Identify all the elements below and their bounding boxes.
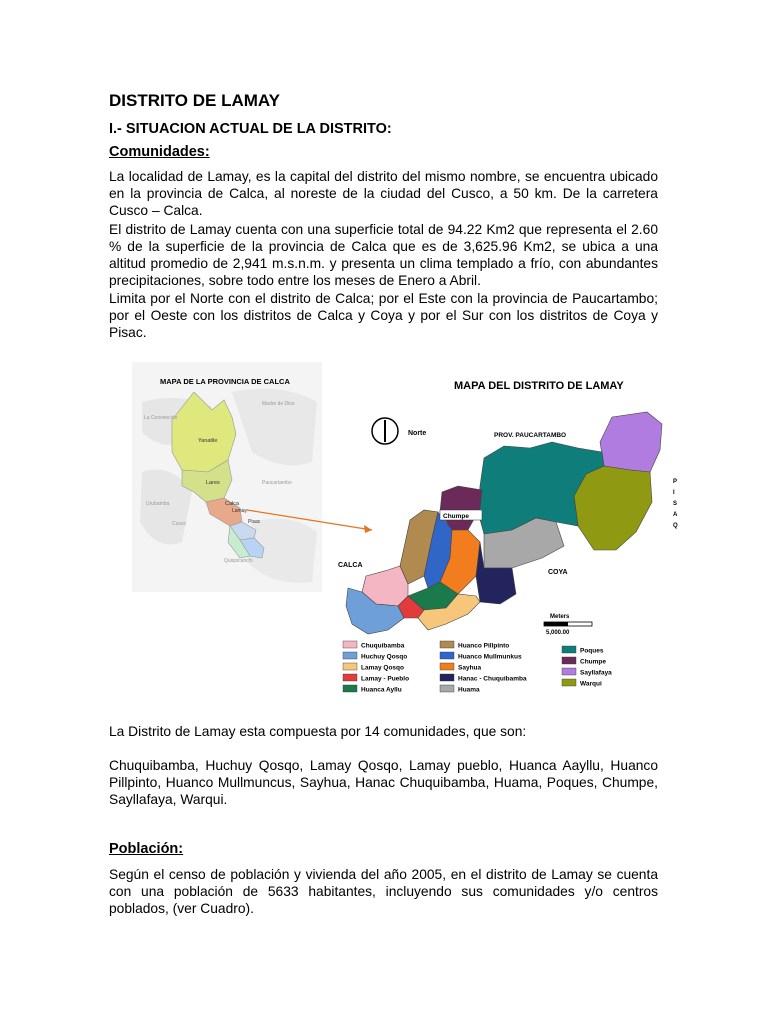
legend-label-huanco-pillpinto: Huanco Pillpinto bbox=[458, 642, 510, 650]
legend-label-sayllafaya: Sayllafaya bbox=[580, 669, 612, 677]
legend-swatch-huanco-pillpinto bbox=[440, 641, 454, 648]
section-heading: I.- SITUACION ACTUAL DE LA DISTRITO: bbox=[109, 121, 392, 137]
page-title: DISTRITO DE LAMAY bbox=[109, 91, 280, 110]
legend bbox=[343, 641, 612, 694]
label-lares: Lares bbox=[206, 480, 220, 486]
legend-label-huanca-ayllu: Huanca Ayllu bbox=[361, 686, 402, 694]
north-label: Norte bbox=[408, 430, 427, 437]
paragraph-location: La localidad de Lamay, es la capital del distrito del mismo nombre, se encuentra ubicado en la provincia de Calca, al noreste de la ciudad del Cusco, a 50 km. De la carretera Cusco – Calca. bbox=[109, 169, 658, 218]
legend-swatch-sayhua bbox=[440, 663, 454, 670]
label-urubamba: Urubamba bbox=[146, 501, 170, 507]
district-map-title: MAPA DEL DISTRITO DE LAMAY bbox=[454, 380, 624, 392]
province-map-title: MAPA DE LA PROVINCIA DE CALCA bbox=[160, 377, 290, 386]
coya-label: COYA bbox=[548, 569, 568, 576]
paragraph-surface: El distrito de Lamay cuenta con una superficie total de 94.22 Km2 que representa el 2.60 % de la superficie de la provincia de Calca que es de 3,625.96 Km2, se ubica a una altitud promedio de 2,941 m.s.n.m. y presenta un clima templado a frío, con abundantes precipitaciones, sobre todo entre los meses de Enero a Abril. bbox=[109, 222, 658, 288]
label-lamay: Lamay bbox=[232, 508, 248, 514]
legend-swatch-chumpe bbox=[562, 657, 576, 664]
label-quispicanchi: Quispicanchi bbox=[224, 558, 253, 564]
legend-swatch-warqui bbox=[562, 679, 576, 686]
region-sayllafaya bbox=[600, 412, 662, 472]
legend-swatch-hanac-chuquibamba bbox=[440, 674, 454, 681]
scale-unit: Meters bbox=[550, 614, 570, 620]
legend-swatch-sayllafaya bbox=[562, 668, 576, 675]
legend-swatch-poques bbox=[562, 646, 576, 653]
communities-list: Chuquibamba, Huchuy Qosqo, Lamay Qosqo, Lamay pueblo, Huanca Aayllu, Huanco Pillpinto, Huanco Mullmuncus, Sayhua, Hanac Chuquibamba, Huama, Poques, Chumpe, Sayllafaya, Warqui. bbox=[109, 758, 658, 807]
label-paucartambo: Paucartambo bbox=[262, 480, 292, 486]
chumpe-callout: Chumpe bbox=[443, 513, 469, 520]
label-calca: Calca bbox=[225, 501, 240, 507]
location-arrow-head bbox=[364, 525, 372, 533]
label-pisac: Pisac bbox=[248, 519, 261, 525]
label-cusco: Cusco bbox=[172, 521, 187, 527]
calca-label: CALCA bbox=[338, 562, 363, 569]
population-paragraph: Según el censo de población y vivienda del año 2005, en el distrito de Lamay se cuenta con una población de 5633 habitantes, incluyendo sus comunidades y/o centros poblados, (ver Cuadro). bbox=[109, 867, 658, 916]
legend-label-sayhua: Sayhua bbox=[458, 664, 482, 672]
legend-label-lamay-qosqo: Lamay Qosqo bbox=[361, 664, 404, 672]
region-warqui bbox=[574, 466, 652, 550]
paragraph-limits: Limita por el Norte con el distrito de Calca; por el Este con la provincia de Paucartambo; por el Oeste con los distritos de Calca y Coya y por el Sur con los distritos de Coya y Pisac. bbox=[109, 291, 658, 340]
legend-label-poques: Poques bbox=[580, 647, 604, 655]
legend-label-chuquibamba: Chuquibamba bbox=[361, 642, 405, 650]
label-yanatile: Yanatile bbox=[198, 438, 218, 444]
legend-label-huama: Huama bbox=[458, 686, 480, 694]
legend-label-hanac-chuquibamba: Hanac - Chuquibamba bbox=[458, 675, 527, 683]
legend-swatch-huama bbox=[440, 685, 454, 692]
communities-heading: Comunidades: bbox=[109, 144, 210, 160]
legend-swatch-chuquibamba bbox=[343, 641, 357, 648]
population-heading: Población: bbox=[109, 841, 184, 857]
maps-illustration bbox=[132, 362, 680, 702]
legend-label-warqui: Warqui bbox=[580, 680, 602, 688]
scale-bar-fill bbox=[544, 622, 568, 626]
legend-swatch-huanca-ayllu bbox=[343, 685, 357, 692]
legend-swatch-huanco-mullmunkus bbox=[440, 652, 454, 659]
legend-label-lamay-pueblo: Lamay - Pueblo bbox=[361, 675, 410, 683]
pisaq-letter-3: S bbox=[673, 501, 678, 507]
legend-label-huanco-mullmunkus: Huanco Mullmunkus bbox=[458, 653, 522, 661]
paucartambo-label: PROV. PAUCARTAMBO bbox=[494, 432, 567, 439]
pisaq-letter-4: A bbox=[673, 512, 678, 518]
legend-label-huchuy-qosqo: Huchuy Qosqo bbox=[361, 653, 408, 661]
maps-figure bbox=[132, 362, 680, 702]
legend-swatch-lamay-qosqo bbox=[343, 663, 357, 670]
legend-label-chumpe: Chumpe bbox=[580, 658, 606, 666]
legend-swatch-huchuy-qosqo bbox=[343, 652, 357, 659]
legend-swatch-lamay-pueblo bbox=[343, 674, 357, 681]
label-madre-de-dios: Madre de Dios bbox=[262, 401, 295, 407]
scale-value: 5,000.00 bbox=[546, 630, 570, 636]
pisaq-letter-1: P bbox=[673, 479, 678, 485]
label-la-convencion: La Convención bbox=[144, 415, 178, 421]
pisaq-letter-2: I bbox=[673, 490, 675, 496]
communities-intro: La Distrito de Lamay esta compuesta por 14 comunidades, que son: bbox=[109, 724, 527, 739]
pisaq-letter-5: Q bbox=[673, 523, 678, 529]
